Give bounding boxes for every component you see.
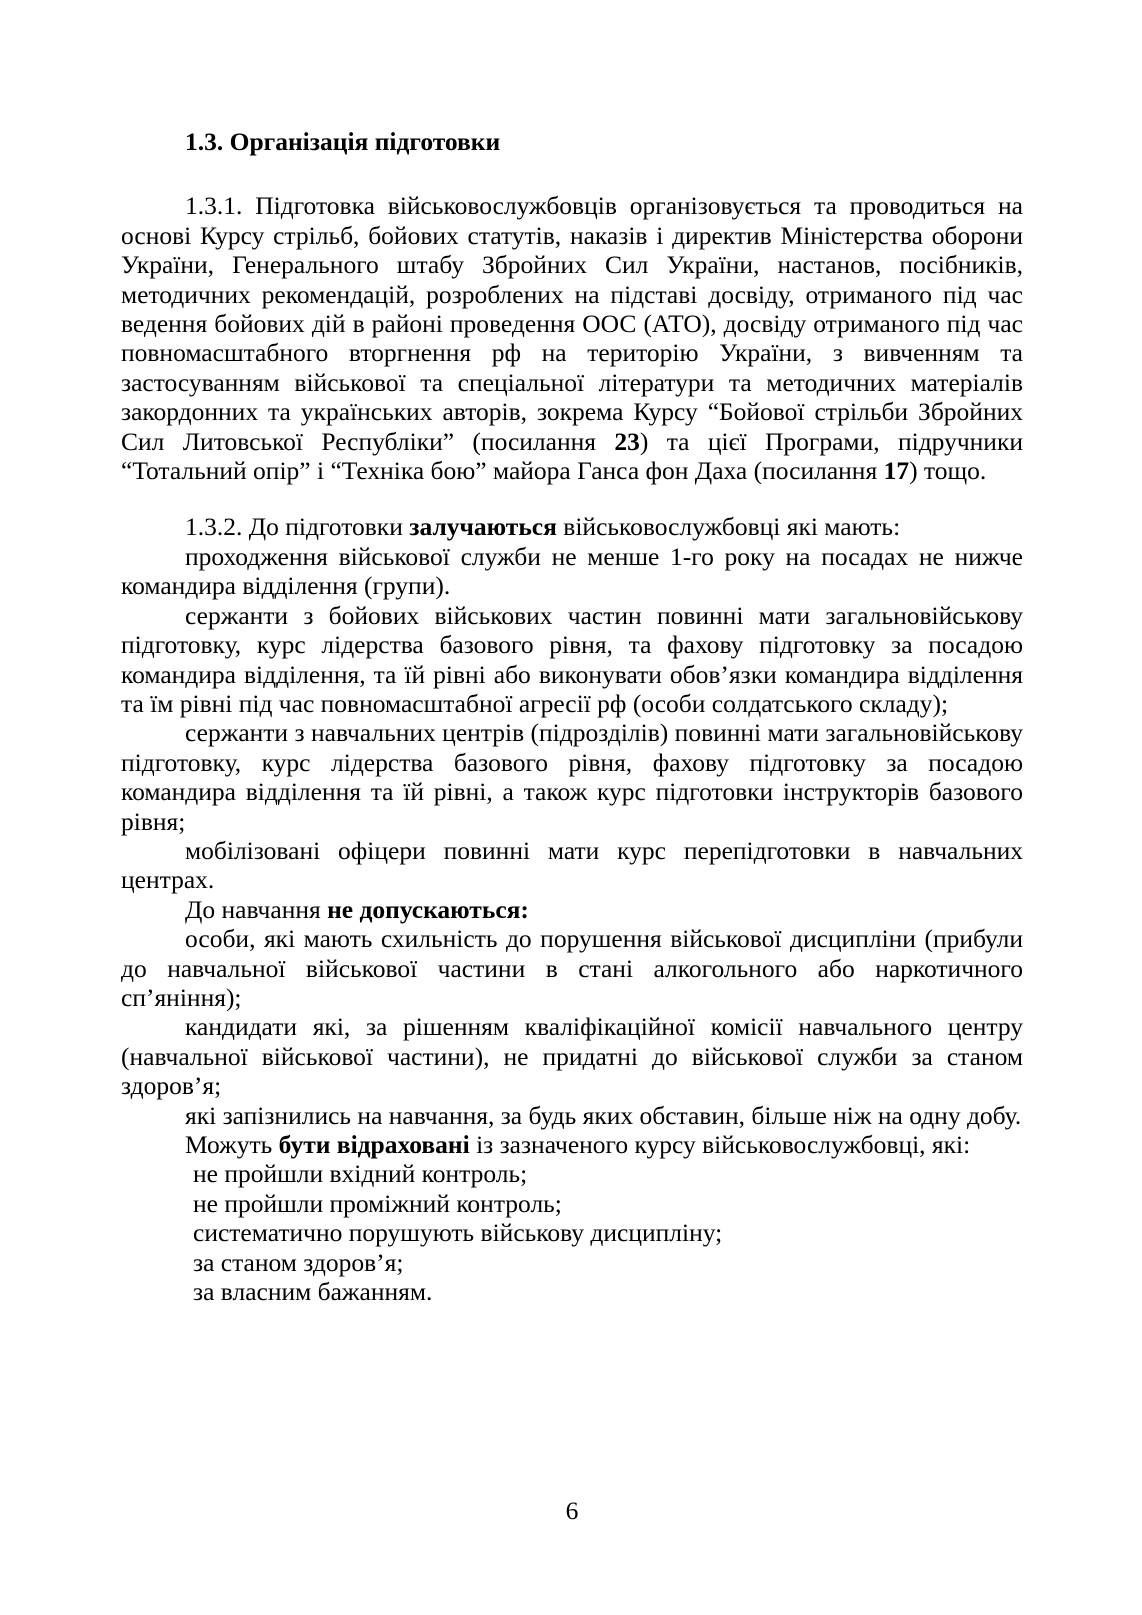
bold-segment: залучаються — [409, 512, 557, 542]
list-item-entry-control: не пройшли вхідний контроль; — [193, 1159, 528, 1189]
text-segment: ) та цієї Програми, підручники “Тотальний опір” і “Техніка бою” майора Ганса фон Даха (посилання — [121, 426, 1023, 486]
page-number: 6 — [565, 1496, 579, 1525]
paragraph-expulsion-intro — [121, 1130, 1023, 1159]
paragraph-discipline-violators: особи, які мають схильність до порушення військової дисципліни (прибули до навчальної військової частини в стані алкогольного або наркотичного сп’яніння); — [121, 924, 1023, 1012]
bold-segment: не допускаються: — [327, 894, 529, 924]
reference-23: 23 — [614, 426, 640, 456]
text-segment: ) тощо. — [909, 456, 987, 486]
list-item-health-state: за станом здоров’я; — [193, 1247, 404, 1277]
reference-17: 17 — [883, 456, 910, 486]
list-item-discipline-violation: систематично порушують військову дисципліну; — [193, 1218, 723, 1248]
paragraph-not-admitted — [121, 895, 1023, 924]
text-segment: Можуть — [185, 1130, 279, 1159]
text-segment: із зазначеного курсу військовослужбовці, які: — [469, 1130, 971, 1159]
paragraph-unfit-candidates: кандидати які, за рішенням кваліфікаційної комісії навчального центру (навчальної військової частини), не придатні до військової служби за станом здоров’я; — [121, 1012, 1023, 1101]
paragraph-service-requirement: проходження військової служби не менше 1-го року на посадах не нижче командира відділення (групи). — [121, 541, 1023, 601]
text-segment: До навчання — [185, 894, 328, 924]
paragraph-sergeants-training-centers: сержанти з навчальних центрів (підрозділів) повинні мати загальновійськову підготовку, курс лідерства базового рівня, фахову підготовку за посадою командира відділення та їй рівні, а також курс підготовки інструкторів базового рівня; — [121, 718, 1023, 836]
text-segment: військовослужбовці які мають: — [556, 512, 901, 542]
text-segment: 1.3.1. Підготовка військовослужбовців організовується та проводиться на основі Курсу стрільб, бойових статутів, наказів і директив Міністерства оборони України, Генерального штабу Збройних Сил України, настанов, посібників, методичних рекомендацій, розроблених на підставі досвіду, отриманого під час ведення бойових дій в районі проведення ООС (АТО), досвіду отриманого під час повномасштабного вторгнення рф на територію України, з вивченням та застосуванням військової та спеціальної літератури та методичних матеріалів закордонних та українських авторів, зокрема Курсу “Бойової стрільби Збройних Сил Литовської Республіки” (посилання — [121, 191, 1023, 456]
paragraph-sergeants-combat-units: сержанти з бойових військових частин повинні мати загальновійськову підготовку, курс лідерства базового рівня, та фахову підготовку за посадою командира відділення, та їй рівні або виконувати обов’язки командира відділення та їм рівні під час повномасштабної агресії рф (особи солдатського складу); — [121, 600, 1023, 718]
paragraph-132-intro — [121, 512, 1023, 541]
text-block — [121, 127, 1023, 1306]
bold-segment: бути відраховані — [278, 1130, 470, 1159]
list-item-interim-control: не пройшли проміжний контроль; — [193, 1188, 562, 1218]
list-item-own-wish: за власним бажанням. — [193, 1277, 433, 1307]
section-heading: 1.3. Організація підготовки — [185, 127, 501, 156]
paragraph-131 — [121, 191, 1023, 485]
paragraph-late-arrivals: які запізнились на навчання, за будь яких обставин, більше ніж на одну добу. — [185, 1100, 1022, 1130]
paragraph-mobilized-officers: мобілізовані офіцери повинні мати курс перепідготовки в навчальних центрах. — [121, 835, 1023, 895]
text-segment: 1.3.2. До підготовки — [185, 512, 410, 542]
